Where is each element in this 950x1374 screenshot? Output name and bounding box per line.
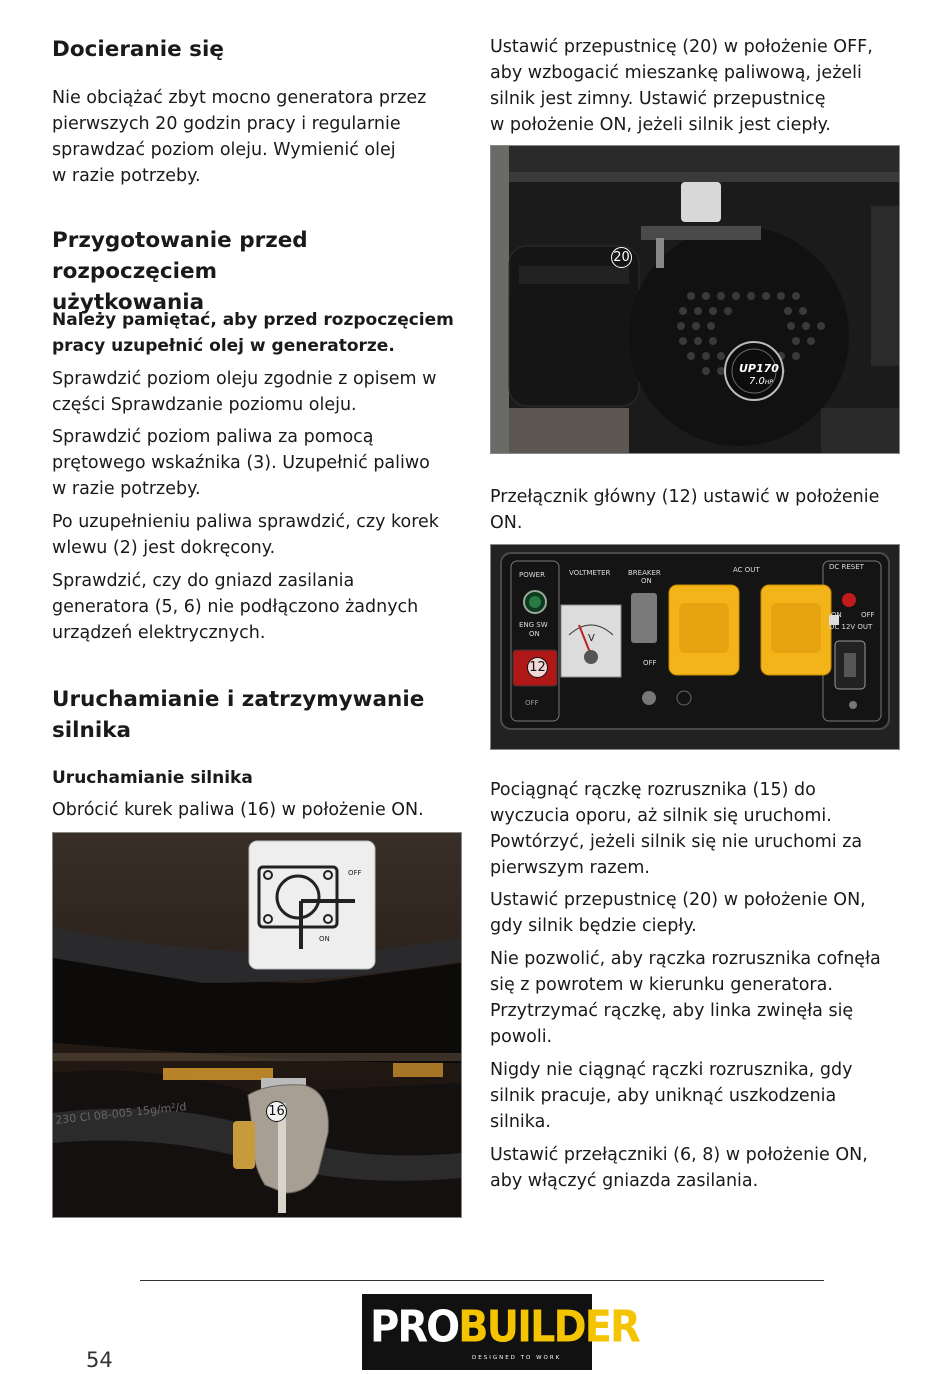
- paragraph-switches-on: Ustawić przełączniki (6, 8) w położenie ON, aby włączyć gniazda zasilania.: [490, 1145, 868, 1191]
- label-breaker: BREAKER: [628, 569, 661, 577]
- hose-print: 230 Cl 08-005 15g/m²/d: [54, 1100, 188, 1127]
- label-eng-on: ON: [529, 630, 540, 638]
- label-breaker-off: OFF: [643, 659, 657, 667]
- badge-power: 7.0HP: [749, 376, 774, 387]
- label-dc-off: OFF: [861, 611, 875, 619]
- logo-tagline: DESIGNED TO WORK: [472, 1355, 562, 1361]
- paragraph-check-oil: Sprawdzić poziom oleju zgodnie z opisem w części Sprawdzanie poziomu oleju.: [52, 369, 437, 415]
- callout-20: 20: [611, 247, 632, 268]
- label-eng-sw: ENG SW: [519, 621, 548, 629]
- paragraph-main-switch: Przełącznik główny (12) ustawić w położenie ON.: [490, 487, 880, 533]
- callout-12: 12: [527, 657, 548, 678]
- paragraph-break-in: Nie obciążać zbyt mocno generatora przez pierwszych 20 godzin pracy i regularnie sprawdzać poziom oleju. Wymienić olej w razie potrzeby.: [52, 88, 427, 186]
- label-dc-12v: DC 12V OUT: [829, 623, 873, 631]
- paragraph-sockets: Sprawdzić, czy do gniazd zasilania generatora (5, 6) nie podłączono żadnych urządzeń elektrycznych.: [52, 571, 419, 643]
- logo-wordmark: PROBUILDER: [370, 1301, 639, 1353]
- paragraph-choke-on: Ustawić przepustnicę (20) w położenie ON, gdy silnik będzie ciepły.: [490, 890, 866, 936]
- paragraph-fuel-cap: Po uzupełnieniu paliwa sprawdzić, czy korek wlewu (2) jest dokręcony.: [52, 512, 439, 558]
- label-dc-reset: DC RESET: [829, 563, 864, 571]
- paragraph-choke: Ustawić przepustnicę (20) w położenie OFF, aby wzbogacić mieszankę paliwową, jeżeli silnik jest zimny. Ustawić przepustnicę w położenie ON, jeżeli silnik jest ciepły.: [490, 37, 873, 135]
- sticker-off-label: OFF: [348, 869, 362, 877]
- paragraph-never-pull: Nigdy nie ciągnąć rączki rozrusznika, gdy silnik pracuje, aby uniknąć uszkodzenia silnika.: [490, 1060, 853, 1132]
- photo-engine: [490, 145, 900, 454]
- page-number: 54: [86, 1348, 113, 1372]
- probuilder-logo: [362, 1294, 639, 1370]
- paragraph-handle-return: Nie pozwolić, aby rączka rozrusznika cofnęła się z powrotem w kierunku generatora. Przytrzymać rączkę, aby linka zwinęła się powoli.: [490, 949, 881, 1047]
- paragraph-check-fuel: Sprawdzić poziom paliwa za pomocą prętowego wskaźnika (3). Uzupełnić paliwo w razie potrzeby.: [52, 427, 430, 499]
- footer-divider: [140, 1280, 824, 1281]
- heading-start-stop: Uruchamianie i zatrzymywanie silnika: [52, 687, 425, 743]
- photo-fuel-valve: [52, 832, 462, 1218]
- label-voltmeter: VOLTMETER: [569, 569, 611, 577]
- label-ac-out: AC OUT: [733, 566, 760, 574]
- paragraph-pull-starter: Pociągnąć rączkę rozrusznika (15) do wyczucia oporu, aż silnik się uruchomi. Powtórzyć, jeżeli silnik się nie uruchomi za pierwszym razem.: [490, 780, 863, 878]
- subheading-start-engine: Uruchamianie silnika: [52, 768, 253, 788]
- heading-preparation: Przygotowanie przed rozpoczęciem użytkowania: [52, 228, 308, 315]
- sticker-on-label: ON: [319, 935, 330, 943]
- label-eng-off: OFF: [525, 699, 539, 707]
- photo-control-panel: [490, 544, 900, 750]
- label-power: POWER: [519, 571, 545, 579]
- paragraph-fuel-valve: Obrócić kurek paliwa (16) w położenie ON.: [52, 800, 424, 820]
- callout-16: 16: [266, 1101, 287, 1122]
- label-breaker-on: ON: [641, 577, 652, 585]
- note-oil-bold: Należy pamiętać, aby przed rozpoczęciem pracy uzupełnić olej w generatorze.: [52, 310, 454, 356]
- badge-model: UP170: [739, 362, 779, 375]
- label-volt-v: V: [588, 633, 595, 644]
- heading-break-in: Docieranie się: [52, 37, 224, 62]
- label-dc-on: ON: [831, 611, 842, 619]
